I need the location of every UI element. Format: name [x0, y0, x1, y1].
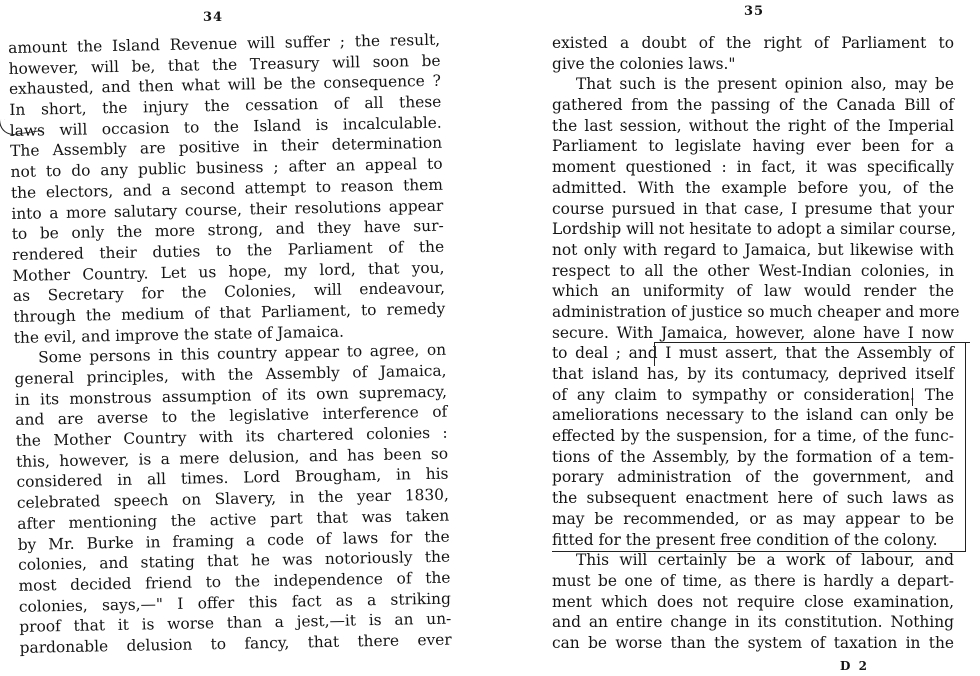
text-line: not only with regard to Jamaica, but likewise with [552, 240, 954, 259]
text-line: into a more salutary course, their resolutions appear [11, 196, 444, 223]
text-line: however, will be, that the Treasury will soon be [8, 51, 441, 78]
text-line: fitted for the present free condition of the colony. [552, 530, 938, 549]
text-line: as Secretary for the Colonies, will endeavour, [12, 278, 446, 306]
text-line: pardonable delusion to fancy, that there ever [19, 630, 452, 657]
text-line: after mentioning the active part that was taken [17, 506, 450, 533]
text-line: to be only the more strong, and they have sur- [11, 216, 444, 244]
text-line: The Assembly are positive in their determination [10, 134, 443, 161]
text-line: Lordship will not hesitate to adopt a similar course, [552, 220, 957, 239]
text-line: amount the Island Revenue will suffer ; the result, [8, 30, 441, 57]
text-line: and are averse to the legislative interference of [15, 403, 448, 430]
text-line: course pursued in that case, I presume that your [552, 199, 954, 218]
text-line: by Mr. Burke in framing a code of laws for the [17, 527, 450, 554]
text-line: not to do any public business ; after an appeal to [10, 154, 443, 182]
text-line: through the medium of that Parliament, to remedy [13, 299, 446, 326]
text-line: respect to all the other West-Indian colonies, in [552, 261, 954, 280]
text-line: in its monstrous assumption of its own supremacy, [14, 382, 448, 409]
text-line: of any claim to sympathy or consideration. The [552, 385, 954, 404]
text-line: ment which does not require close examination, [552, 592, 954, 611]
text-line: This will certainly be a work of labour, and [576, 551, 954, 570]
text-line: the evil, and improve the state of Jamaica. [13, 322, 345, 347]
text-line: the subsequent enactment here of such laws as [552, 489, 954, 508]
text-line: colonies, says,—" I offer this fact as a striking [18, 589, 452, 616]
text-line: ameliorations necessary to the island can only be [552, 406, 954, 425]
text-line: Mother Country. Let us hope, my lord, that you, [12, 258, 445, 285]
text-line: colonies, and stating that he was notoriously the [17, 547, 451, 575]
text-line: existed a doubt of the right of Parliament to [552, 34, 954, 52]
text-line: administration of justice so much cheaper and more [552, 302, 960, 321]
text-line: that island has, by its contumacy, deprived itself [552, 365, 954, 383]
text-line: which an uniformity of law would render the [552, 282, 954, 301]
text-line: must be one of time, as there is hardly a depart- [552, 571, 954, 590]
text-line: In short, the injury the cessation of all these [9, 92, 442, 120]
text-line: porary administration of the government, and [552, 468, 954, 487]
text-line: admitted. With the example before you, of the [552, 178, 954, 197]
text-line: gathered from the passing of the Canada Bill of [552, 96, 954, 115]
page-number: 34 [203, 10, 224, 25]
body-text [8, 30, 452, 659]
text-line: and an entire change in its constitution. Nothing [552, 613, 954, 632]
text-line: this, however, is a mere delusion, and has been so [15, 444, 449, 471]
body-text [552, 33, 960, 654]
text-line: moment questioned : in fact, it was specifically [552, 158, 954, 177]
signature-mark: D 2 [840, 659, 869, 673]
text-line: That such is the present opinion also, may be [576, 75, 954, 94]
text-line: proof that it is worse than a jest,—it is an un- [19, 609, 452, 637]
right-page [510, 0, 980, 676]
text-line: Parliament to legislate having ever been for a [552, 137, 954, 156]
text-line: the electors, and a second attempt to reason them [10, 175, 444, 202]
left-page [0, 0, 470, 676]
text-line: most decided friend to the independence of the [18, 568, 451, 595]
text-line: laws will occasion to the Island is incalculable. [9, 113, 442, 140]
text-line: exhausted, and then what will be the consequence ? [8, 72, 442, 99]
text-line: effected by the suspension, for a time, of the func- [552, 427, 954, 446]
text-line: give the colonies laws." [552, 54, 736, 73]
text-line: secure. With Jamaica, however, alone have I now [552, 323, 954, 342]
text-line: to deal ; and I must assert, that the Assembly of [552, 344, 954, 363]
pencil-bracket-mark [965, 342, 966, 552]
text-line: may be recommended, or as may appear to be [552, 509, 954, 528]
text-line: considered in all times. Lord Brougham, in his [16, 465, 449, 492]
text-line: can be worse than the system of taxation in the [552, 633, 954, 652]
text-line: celebrated speech on Slavery, in the year 1830, [16, 485, 450, 513]
text-line: tions of the Assembly, by the formation of a tem- [552, 447, 954, 466]
text-line: general principles, with the Assembly of Jamaica, [14, 361, 447, 388]
text-line: the Mother Country with its chartered colonies : [15, 423, 448, 450]
page-number: 35 [744, 4, 765, 19]
text-line: Some persons in this country appear to agree, on [37, 340, 447, 367]
text-line: the last session, without the right of the Imperial [552, 116, 954, 135]
text-line: rendered their duties to the Parliament of the [11, 237, 445, 264]
